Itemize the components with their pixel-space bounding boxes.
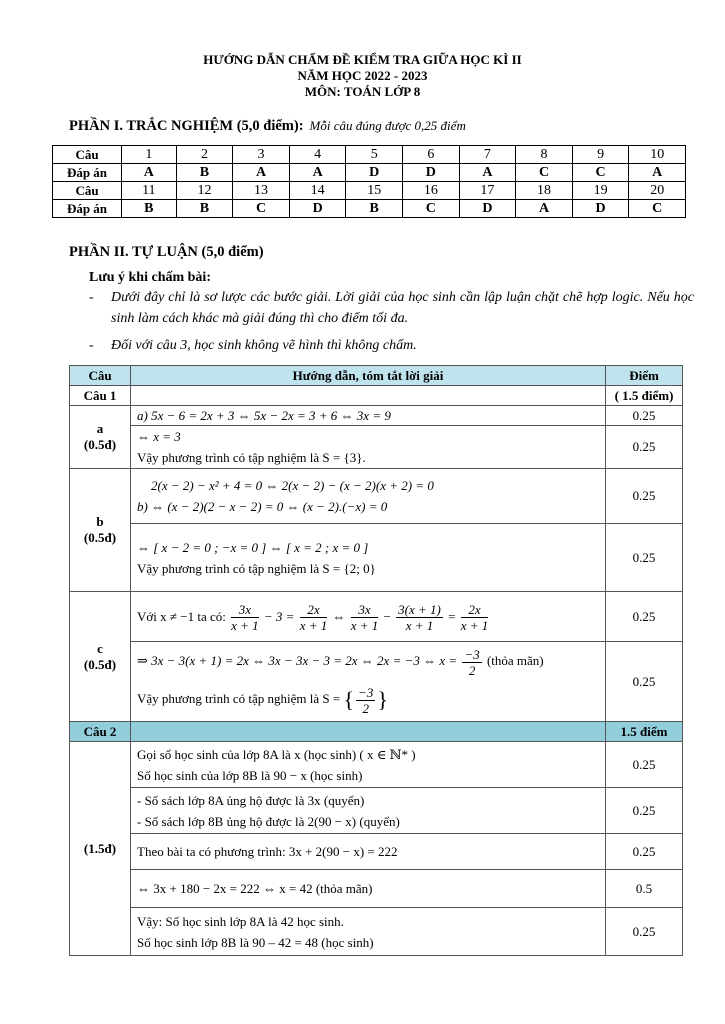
denominator: x + 1: [405, 618, 434, 634]
empty-cell: [131, 386, 606, 406]
points-cell: 0.25: [606, 524, 683, 592]
denominator: x + 1: [460, 618, 489, 634]
row-label: Câu: [53, 182, 122, 200]
part-a-label: [70, 406, 131, 469]
part-label: b: [96, 514, 104, 529]
solution-line: Số học sinh của lớp 8B là 90 − x (học sinh): [137, 767, 363, 783]
question-number: 11: [122, 182, 177, 200]
answer-letter: D: [403, 164, 460, 182]
question-number: 19: [572, 182, 629, 200]
question2-sub: (1.5đ): [70, 742, 131, 956]
fraction: [461, 602, 489, 633]
part-b-row1: [70, 469, 683, 524]
doc-title-line2: NĂM HỌC 2022 - 2023: [297, 68, 428, 83]
numerator: 3(x + 1): [398, 602, 441, 618]
brace-close: }: [377, 687, 388, 712]
part1-title: PHẦN I. TRẮC NGHIỆM (5,0 điểm):: [69, 118, 304, 134]
answer-letter: B: [176, 200, 233, 218]
solution-line: Theo bài ta có phương trình: 3x + 2(90 − x) = 222: [131, 834, 606, 870]
question-number: 3: [233, 146, 290, 164]
solution-header-row: [70, 366, 683, 386]
answer-letter: A: [289, 164, 346, 182]
question-number: 6: [403, 146, 460, 164]
solution-text: =: [448, 608, 456, 624]
question-number: 8: [516, 146, 573, 164]
answer-letter: C: [516, 164, 573, 182]
question2-points: 1.5 điểm: [606, 722, 683, 742]
answer-letter: D: [572, 200, 629, 218]
answer-letter: A: [122, 164, 177, 182]
row-label: Đáp án: [53, 164, 122, 182]
fraction: [351, 602, 379, 633]
solution-table: [69, 365, 683, 956]
solution-text: (thỏa mãn): [486, 652, 544, 668]
fraction: [462, 647, 481, 678]
question2-label: Câu 2: [70, 722, 131, 742]
question-number: 17: [459, 182, 516, 200]
part-sub: (0.5đ): [83, 530, 117, 545]
solution-cell: [131, 524, 606, 592]
solution-cell: [131, 592, 606, 642]
question-number: 5: [346, 146, 403, 164]
points-cell: 0.25: [606, 592, 683, 642]
solution-cell: [131, 642, 606, 722]
denominator: x + 1: [299, 618, 328, 634]
fraction: [396, 602, 443, 633]
points-cell: 0.25: [606, 406, 683, 426]
question1-points: ( 1.5 điểm): [606, 386, 683, 406]
q2-row5: [70, 908, 683, 956]
solution-line: Vậy phương trình có tập nghiệm là S = {2; 0}: [137, 560, 376, 576]
question-number: 18: [516, 182, 573, 200]
grading-notes: [89, 270, 694, 356]
answer-letter: D: [289, 200, 346, 218]
part2-title: PHẦN II. TỰ LUẬN (5,0 điểm): [69, 244, 264, 260]
q2-row1: [70, 742, 683, 788]
solution-line: Vậy phương trình có tập nghiệm là S = {3}.: [137, 450, 366, 465]
answer-letter: D: [459, 200, 516, 218]
solution-line: [137, 496, 599, 517]
solution-cell: [131, 426, 606, 469]
header-guide: Hướng dẫn, tóm tắt lời giải: [131, 366, 606, 386]
answer-letter: C: [403, 200, 460, 218]
numerator: 2x: [461, 602, 489, 618]
row-label: Câu: [53, 146, 122, 164]
part-label: c: [97, 640, 103, 656]
question-number: 4: [289, 146, 346, 164]
solution-text: − 3 =: [263, 608, 295, 624]
question-number: 16: [403, 182, 460, 200]
denominator: 2: [362, 700, 369, 716]
solution-line: 2(x − 2) − x² + 4 = 0 ⇔ 2(x − 2) − (x − 2)(x + 2) = 0: [151, 478, 434, 493]
solution-cell: [131, 788, 606, 834]
answer-letter: B: [122, 200, 177, 218]
answer-letter: B: [346, 200, 403, 218]
solution-line: Số học sinh lớp 8B là 90 – 42 = 48 (học sinh): [137, 934, 374, 950]
doc-title-line1: HƯỚNG DẪN CHẤM ĐỀ KIỂM TRA GIỮA HỌC KÌ II: [203, 52, 522, 67]
answer-row: [53, 200, 686, 218]
brace-open: {: [343, 687, 355, 712]
solution-line: - Số sách lớp 8A ủng hộ được là 3x (quyển): [137, 792, 365, 808]
points-cell: 0.5: [606, 870, 683, 908]
question-number: 2: [176, 146, 233, 164]
solution-line: ⇔ 3x + 180 − 2x = 222 ⇔ x = 42 (thỏa mãn): [131, 870, 606, 908]
part1-heading: [69, 118, 466, 135]
denominator: 2: [468, 662, 476, 678]
points-cell: 0.25: [606, 788, 683, 834]
q2-row4: [70, 870, 683, 908]
question-number: 7: [459, 146, 516, 164]
fraction: [300, 602, 328, 633]
solution-text: −: [383, 608, 391, 624]
answer-letter: A: [629, 164, 686, 182]
answer-letter: C: [629, 200, 686, 218]
answer-letter: D: [346, 164, 403, 182]
solution-text: ⇒ 3x − 3(x + 1) = 2x ⇔ 3x − 3x − 3 = 2x ⇔ 2x = −3 ⇔ x =: [137, 652, 458, 668]
solution-expr: ⇔ (x − 2)(2 − x − 2) = 0 ⇔ (x − 2).(−x) = 0: [151, 499, 388, 514]
numerator: −3: [464, 646, 480, 662]
part-c-label: [70, 592, 131, 722]
solution-line: [137, 643, 599, 679]
numerator: 3x: [351, 602, 379, 618]
part-a-row1: [70, 406, 683, 426]
question-number-row: [53, 146, 686, 164]
part1-note: Mỗi câu đúng được 0,25 điểm: [309, 118, 466, 133]
solution-text: Vậy phương trình có tập nghiệm là S =: [137, 690, 341, 706]
part-a-row2: [70, 426, 683, 469]
question-number: 15: [346, 182, 403, 200]
solution-line: Gọi số học sinh của lớp 8A là x (học sinh) ( x ∈ ℕ* ): [137, 746, 416, 762]
part-sub: (0.5đ): [83, 656, 117, 672]
solution-text: Với x ≠ −1 ta có:: [137, 608, 226, 624]
solution-line: [137, 679, 599, 720]
solution-line: [137, 597, 599, 637]
question-number: 12: [176, 182, 233, 200]
answer-letter: A: [233, 164, 290, 182]
question-number: 14: [289, 182, 346, 200]
q2-row2: [70, 788, 683, 834]
bullet-dash: -: [89, 338, 94, 353]
question-number: 13: [233, 182, 290, 200]
answer-letter: A: [516, 200, 573, 218]
fraction: [231, 602, 259, 633]
question2-row: [70, 722, 683, 742]
points-cell: 0.25: [606, 642, 683, 722]
numerator: 3x: [231, 602, 259, 618]
empty-cell: [131, 722, 606, 742]
solution-line: Vậy: Số học sinh lớp 8A là 42 học sinh.: [137, 913, 344, 929]
doc-title-line3: MÔN: TOÁN LỚP 8: [304, 84, 421, 99]
points-cell: 0.25: [606, 426, 683, 469]
part-c-row1: [70, 592, 683, 642]
note-item: [89, 287, 694, 329]
answer-letter: C: [572, 164, 629, 182]
solution-line: ⇔ x = 3: [137, 429, 181, 444]
question1-label: Câu 1: [70, 386, 131, 406]
question-number: 1: [122, 146, 177, 164]
fraction: [356, 685, 375, 716]
answer-letter: B: [176, 164, 233, 182]
answer-letter: C: [233, 200, 290, 218]
numerator: 2x: [300, 602, 328, 618]
question-number: 9: [572, 146, 629, 164]
bullet-dash: -: [89, 290, 94, 305]
solution-line: a) 5x − 6 = 2x + 3 ⇔ 5x − 2x = 3 + 6 ⇔ 3x = 9: [131, 406, 606, 426]
numerator: −3: [358, 684, 374, 700]
note-text: Đối với câu 3, học sinh không vẽ hình thì không chấm.: [111, 338, 417, 353]
denominator: x + 1: [231, 618, 259, 634]
points-cell: 0.25: [606, 742, 683, 788]
answer-letter: A: [459, 164, 516, 182]
part-b-label: [70, 469, 131, 592]
question-number: 10: [629, 146, 686, 164]
denominator: x + 1: [350, 618, 379, 634]
question-number-row: [53, 182, 686, 200]
row-label: Đáp án: [53, 200, 122, 218]
solution-line: ⇔ [ x − 2 = 0 ; −x = 0 ] ⇔ [ x = 2 ; x = 0 ]: [137, 539, 369, 555]
note-text: Dưới đây chỉ là sơ lược các bước giải. Lời giải của học sinh cần lập luận chặt chẽ hợp logic. Nếu học sinh làm cách khác mà giải đúng thì cho điểm tối đa.: [111, 290, 694, 326]
question-number: 20: [629, 182, 686, 200]
part-c-row2: [70, 642, 683, 722]
question1-row: [70, 386, 683, 406]
solution-line: - Số sách lớp 8B ủng hộ được là 2(90 − x) (quyển): [137, 813, 400, 829]
points-cell: 0.25: [606, 469, 683, 524]
part-label: a: [96, 421, 104, 436]
points-cell: 0.25: [606, 908, 683, 956]
answer-row: [53, 164, 686, 182]
part-prefix: b): [137, 499, 148, 514]
part-b-row2: [70, 524, 683, 592]
part-sub: (0.5đ): [83, 437, 117, 452]
solution-cell: [131, 469, 606, 524]
notes-title: Lưu ý khi chấm bài:: [89, 270, 211, 285]
q2-row3: [70, 834, 683, 870]
header-question: Câu: [70, 366, 131, 386]
solution-cell: [131, 742, 606, 788]
points-cell: 0.25: [606, 834, 683, 870]
header-points: Điểm: [606, 366, 683, 386]
solution-text: ⇔: [332, 608, 346, 624]
solution-cell: [131, 908, 606, 956]
answer-key-table: [52, 145, 686, 218]
note-item: [89, 335, 694, 356]
